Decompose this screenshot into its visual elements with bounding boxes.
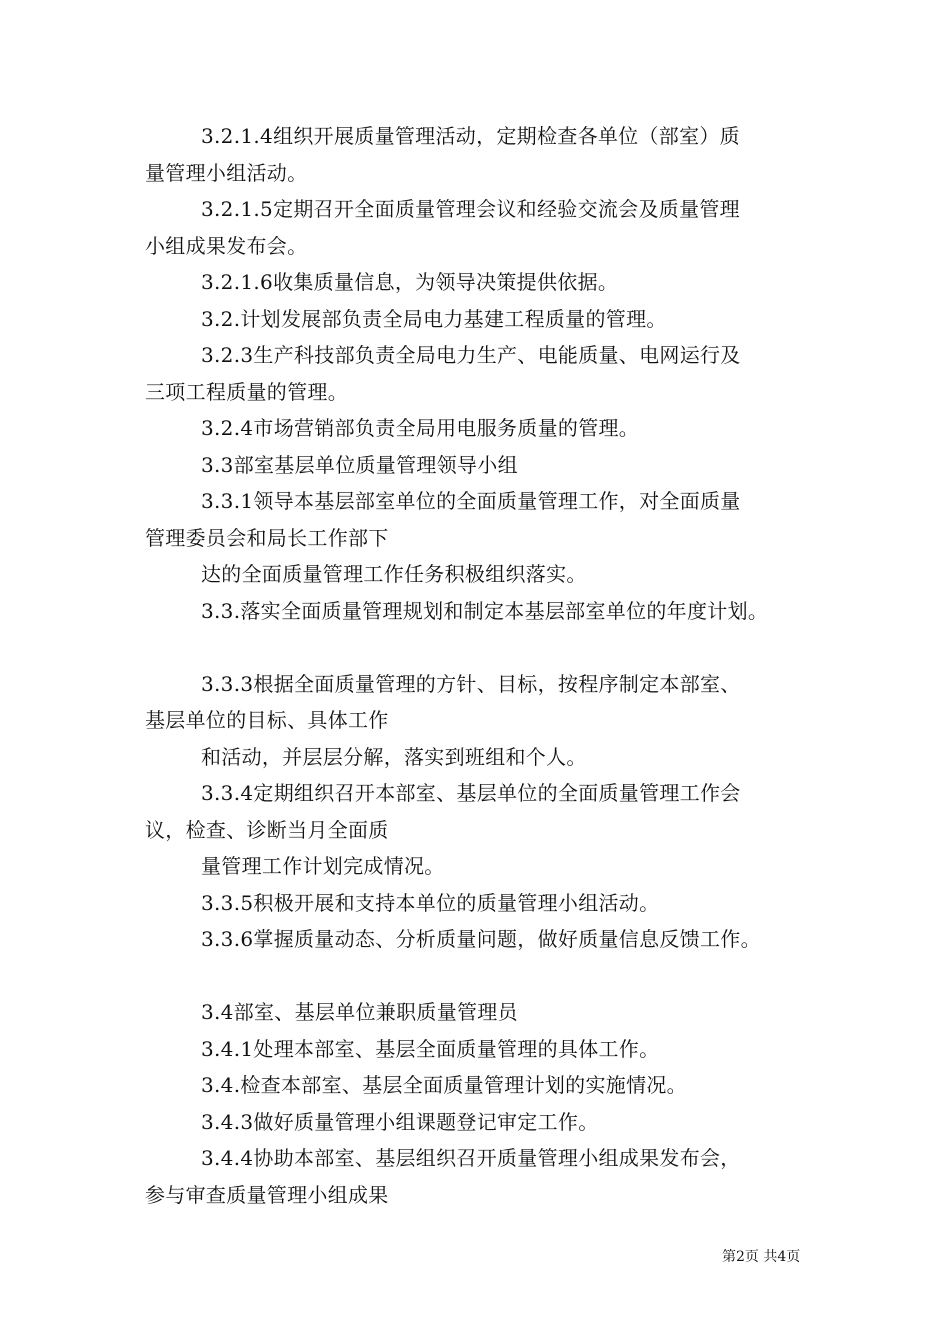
text-line: 3.2.计划发展部负责全局电力基建工程质量的管理。 <box>201 306 667 331</box>
text-line: 和活动，并层层分解，落实到班组和个人。 <box>201 744 587 769</box>
text-line: 3.3.6掌握质量动态、分析质量问题，做好质量信息反馈工作。 <box>201 927 761 951</box>
text-line: 3.3.4定期组织召开本部室、基层单位的全面质量管理工作会 <box>201 781 741 805</box>
blank-line <box>145 958 825 995</box>
text-line: 量管理工作计划完成情况。 <box>201 854 445 878</box>
text-line: 3.4.3做好质量管理小组课题登记审定工作。 <box>201 1109 599 1134</box>
text-line: 管理委员会和局长工作部下 <box>145 525 389 550</box>
page-number: 第2页 共4页 <box>722 1249 801 1265</box>
text-line: 3.3.1领导本基层部室单位的全面质量管理工作，对全面质量 <box>201 489 741 513</box>
text-line: 量管理小组活动。 <box>145 160 308 185</box>
text-line: 达的全面质量管理工作任务积极组织落实。 <box>201 562 587 586</box>
text-line: 3.4.1处理本部室、基层全面质量管理的具体工作。 <box>201 1036 660 1061</box>
blank-line <box>145 629 825 666</box>
text-line: 3.4.4协助本部室、基层组织召开质量管理小组成果发布会， <box>201 1146 741 1170</box>
document-body <box>145 118 825 1213</box>
text-line: 3.4.检查本部室、基层全面质量管理计划的实施情况。 <box>201 1073 687 1097</box>
section-heading: 3.4部室、基层单位兼职质量管理员 <box>201 1000 518 1024</box>
text-line: 3.2.1.5定期召开全面质量管理会议和经验交流会及质量管理 <box>201 197 740 221</box>
text-line: 小组成果发布会。 <box>145 233 308 258</box>
text-line: 参与审查质量管理小组成果 <box>145 1182 389 1207</box>
text-line: 三项工程质量的管理。 <box>145 379 348 404</box>
section-heading: 3.3部室基层单位质量管理领导小组 <box>201 452 518 477</box>
text-line: 3.3.落实全面质量管理规划和制定本基层部室单位的年度计划。 <box>201 598 769 623</box>
text-line: 3.2.4市场营销部负责全局用电服务质量的管理。 <box>201 416 640 440</box>
text-line: 基层单位的目标、具体工作 <box>145 708 389 732</box>
text-line: 3.2.1.6收集质量信息，为领导决策提供依据。 <box>201 270 619 294</box>
text-line: 3.3.5积极开展和支持本单位的质量管理小组活动。 <box>201 890 660 915</box>
text-line: 3.2.3生产科技部负责全局电力生产、电能质量、电网运行及 <box>201 343 741 367</box>
text-line: 3.2.1.4组织开展质量管理活动，定期检查各单位（部室）质 <box>201 124 740 148</box>
text-line: 3.3.3根据全面质量管理的方针、目标，按程序制定本部室、 <box>201 671 741 696</box>
text-line: 议，检查、诊断当月全面质 <box>145 817 389 842</box>
